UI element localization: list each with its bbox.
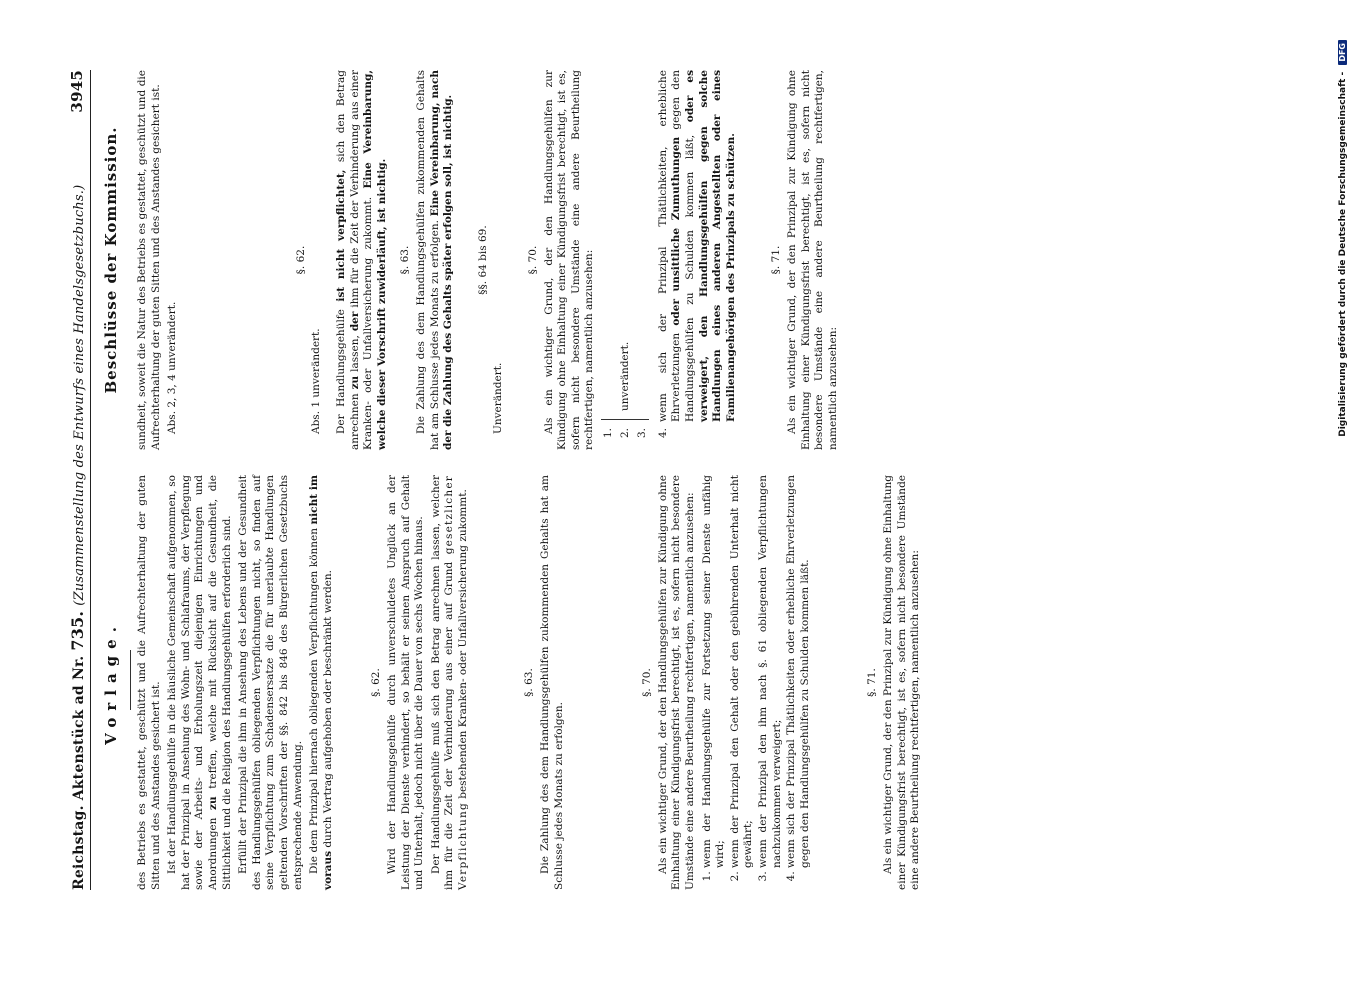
text-run: Der Handlungsgehülfe muß sich den Betrag anrechnen lassen, welcher ihm für die Zeit der Verhinderung aus einer auf Grund [429, 475, 456, 890]
right-paragraph: Als ein wichtiger Grund, der den Prinzipal zur Kündigung ohne Einhaltung einer Kündigungsfrist berechtigt, ist es, sofern nicht besondere Umstände eine andere Beurtheilung rechtfertigen, namentlich anzusehen: [786, 70, 839, 450]
text-run: durch Vertrag aufgehoben oder beschränkt werden. [321, 570, 334, 851]
left-heading-rule [130, 650, 131, 710]
page-number: 3945 [68, 70, 86, 113]
text-run: Ist der Handlungsgehülfe in die häusliche Gemeinschaft aufgenommen, so hat der Prinzipal in Ansehung des Wohn- und Schlafraums, der Verpflegung sowie der Arbeits- und Erholungszeit diejenigen Einrichtungen und Anordnungen [166, 475, 219, 890]
spaced-run: gesetzlicher Verpflichtung [443, 475, 469, 890]
left-paragraph: Wird der Handlungsgehülfe durch unverschuldetes Unglück an der Leistung der Dienste verhindert, so behält er seinen Anspruch auf Gehalt und Unterhalt, jedoch nicht über die Dauer von sechs Wochen hinaus. [385, 475, 426, 890]
credit-text: Digitalisierung gefördert durch die Deutsche Forschungsgemeinschaft - [1338, 71, 1348, 437]
text-run: Die Zahlung des dem Handlungsgehülfen zukommenden Gehalts hat am Schlusse jedes Monats zu erfolgen. [414, 70, 441, 450]
right-paragraph: Als ein wichtiger Grund, der den Handlungsgehülfen zur Kündigung ohne Einhaltung einer Kündigungsfrist berechtigt, ist es, sofern nicht besondere Umstände eine andere Beurtheilung rechtfertigen, namentlich anzusehen: [542, 70, 596, 450]
left-column [136, 475, 926, 890]
bold-run: ist nicht verpflichtet, [334, 169, 347, 302]
right-paragraph: Abs. 1 unverändert. [310, 328, 323, 434]
header-title [68, 185, 87, 890]
right-paragraph: Abs. 2, 3, 4 unverändert. [166, 301, 179, 434]
header-number: 735. [68, 610, 87, 651]
section-number: §. 62. [294, 245, 307, 275]
list-item: 4. wenn sich der Prinzipal Thätlichkeiten oder erhebliche Ehrverletzungen gegen den Handlungsgehülfen zu Schulden kommen läßt. [785, 475, 812, 868]
item-number: 2. [618, 428, 631, 439]
bold-run: zu [206, 796, 219, 810]
section-number: §. 63. [523, 668, 536, 697]
text-run: ihm für die Zeit der Verhinderung aus einer Kranken- oder Unfallversicherung zukommt. [348, 70, 375, 450]
digitization-credit [1338, 40, 1348, 910]
section-number: §. 70. [526, 245, 539, 275]
text-run: Der Handlungsgehülfe [334, 301, 347, 434]
text-run: wenn sich der Prinzipal Thätlichkeiten, erhebliche Ehrverletzungen [656, 70, 683, 422]
left-paragraph [166, 475, 234, 890]
left-paragraph: Erfüllt der Prinzipal die ihm in Ansehung des Lebens und der Gesundheit des Handlungsgehülfen obliegenden Verpflichtungen nicht, so finden auf seine Verpflichtung zum Schadensersatze die für unerlaubte Handlungen geltenden Vorschriften der §§. 842 bis 846 des Bürgerlichen Gesetzbuchs entsprechende Anwendung. [237, 475, 304, 890]
bold-run: oder unsittliche Zumuthungen [670, 136, 683, 326]
section-number: §. 71. [770, 245, 783, 275]
section-number: §. 63. [399, 245, 412, 275]
unchanged-label: unverändert. [618, 341, 631, 411]
text-run: Die dem Prinzipal hiernach obliegenden Verpflichtungen können [308, 524, 321, 874]
right-column-heading: Beschlüsse der Kommission. [102, 126, 120, 394]
list-item: 3. wenn der Prinzipal den ihm nach §. 61 obliegenden Verpflichtungen nachzukommen verweigert; [757, 475, 784, 868]
item-number: 4. [656, 428, 669, 439]
left-paragraph: Als ein wichtiger Grund, der den Prinzipal zur Kündigung ohne Einhaltung einer Kündigungsfrist berechtigt, ist es, sofern nicht besondere Umstände eine andere Beurtheilung rechtfertigen, namentlich anzusehen: [881, 475, 922, 890]
text-run: bestehenden Kranken- oder Unfallversicherung zukommt. [456, 489, 469, 803]
left-paragraph: des Betriebs es gestattet, geschützt und die Aufrechterhaltung der guten Sitten und des Anstandes gesichert ist. [136, 475, 162, 890]
header-title-prefix: Reichstag. Aktenstück ad Nr. [71, 655, 87, 890]
left-paragraph [308, 475, 335, 890]
bold-run: zu [348, 375, 361, 390]
right-paragraph: sundheit, soweit die Natur des Betriebs es gestattet, geschützt und die Aufrechterhaltung der guten Sitten und des Anstandes gesichert ist. [136, 70, 162, 450]
item-number: 3. [635, 428, 648, 439]
left-paragraph [430, 475, 471, 890]
dfg-logo: DFG [1338, 40, 1347, 65]
list-item [657, 70, 739, 450]
left-paragraph: Als ein wichtiger Grund, der den Handlungsgehülfen zur Kündigung ohne Einhaltung einer Kündigungsfrist berechtigt, ist es, sofern nicht besondere Umstände eine andere Beurtheilung rechtfertigen, namentlich anzusehen: [656, 475, 697, 890]
section-number: §. 71. [866, 668, 879, 697]
right-paragraph [335, 70, 389, 450]
header-rule [90, 70, 91, 890]
bold-run: oder es verweigert, den Handlungsgehülfen gegen solche Handlungen eines anderen Angestellten oder eines Familienangehörigen des Prinzipals zu schützen. [684, 70, 737, 422]
text-run: sich den Betrag anrechnen [334, 70, 361, 450]
bold-run: Eine Vereinbarung, welche dieser Vorschrift zuwiderläuft, ist nichtig. [362, 70, 388, 450]
left-paragraph: Die Zahlung des dem Handlungsgehülfen zukommenden Gehalts hat am Schlusse jedes Monats zu erfolgen. [539, 475, 565, 890]
bold-run: nicht im voraus [308, 475, 334, 890]
section-number: §. 70. [641, 668, 654, 697]
left-item-list [701, 475, 813, 890]
right-paragraph: Unverändert. [492, 362, 505, 434]
list-item: 1. wenn der Handlungsgehülfe zur Fortsetzung seiner Dienste unfähig wird; [701, 475, 728, 868]
header-subtitle: (Zusammenstellung des Entwurfs eines Handelsgesetzbuchs.) [72, 184, 87, 606]
text-run: lassen, [348, 331, 361, 376]
text-run: gegen den Handlungsgehülfen zu Schulden kommen läßt, [670, 70, 697, 422]
right-column [136, 70, 843, 450]
text-run: treffen, welche mit Rücksicht auf die Gesundheit, die Sittlichkeit und die Religion des Handlungsgehülfen erforderlich sind. [206, 475, 233, 890]
left-column-heading: Vorlage. [102, 620, 120, 745]
item-number: 1. [601, 428, 614, 439]
list-item: 2. wenn der Prinzipal den Gehalt oder den gebührenden Unterhalt nicht gewährt; [729, 475, 756, 868]
brace [601, 419, 649, 420]
section-number: §§. 64 bis 69. [476, 225, 489, 295]
bold-run: der [348, 311, 361, 332]
right-paragraph [415, 70, 456, 450]
item-text [657, 70, 739, 422]
section-number: §. 62. [370, 668, 383, 697]
unchanged-items-group [600, 70, 651, 450]
bold-run: Eine Vereinbarung, nach der die Zahlung des Gehalts später erfolgen soll, ist nichtig. [428, 70, 455, 450]
